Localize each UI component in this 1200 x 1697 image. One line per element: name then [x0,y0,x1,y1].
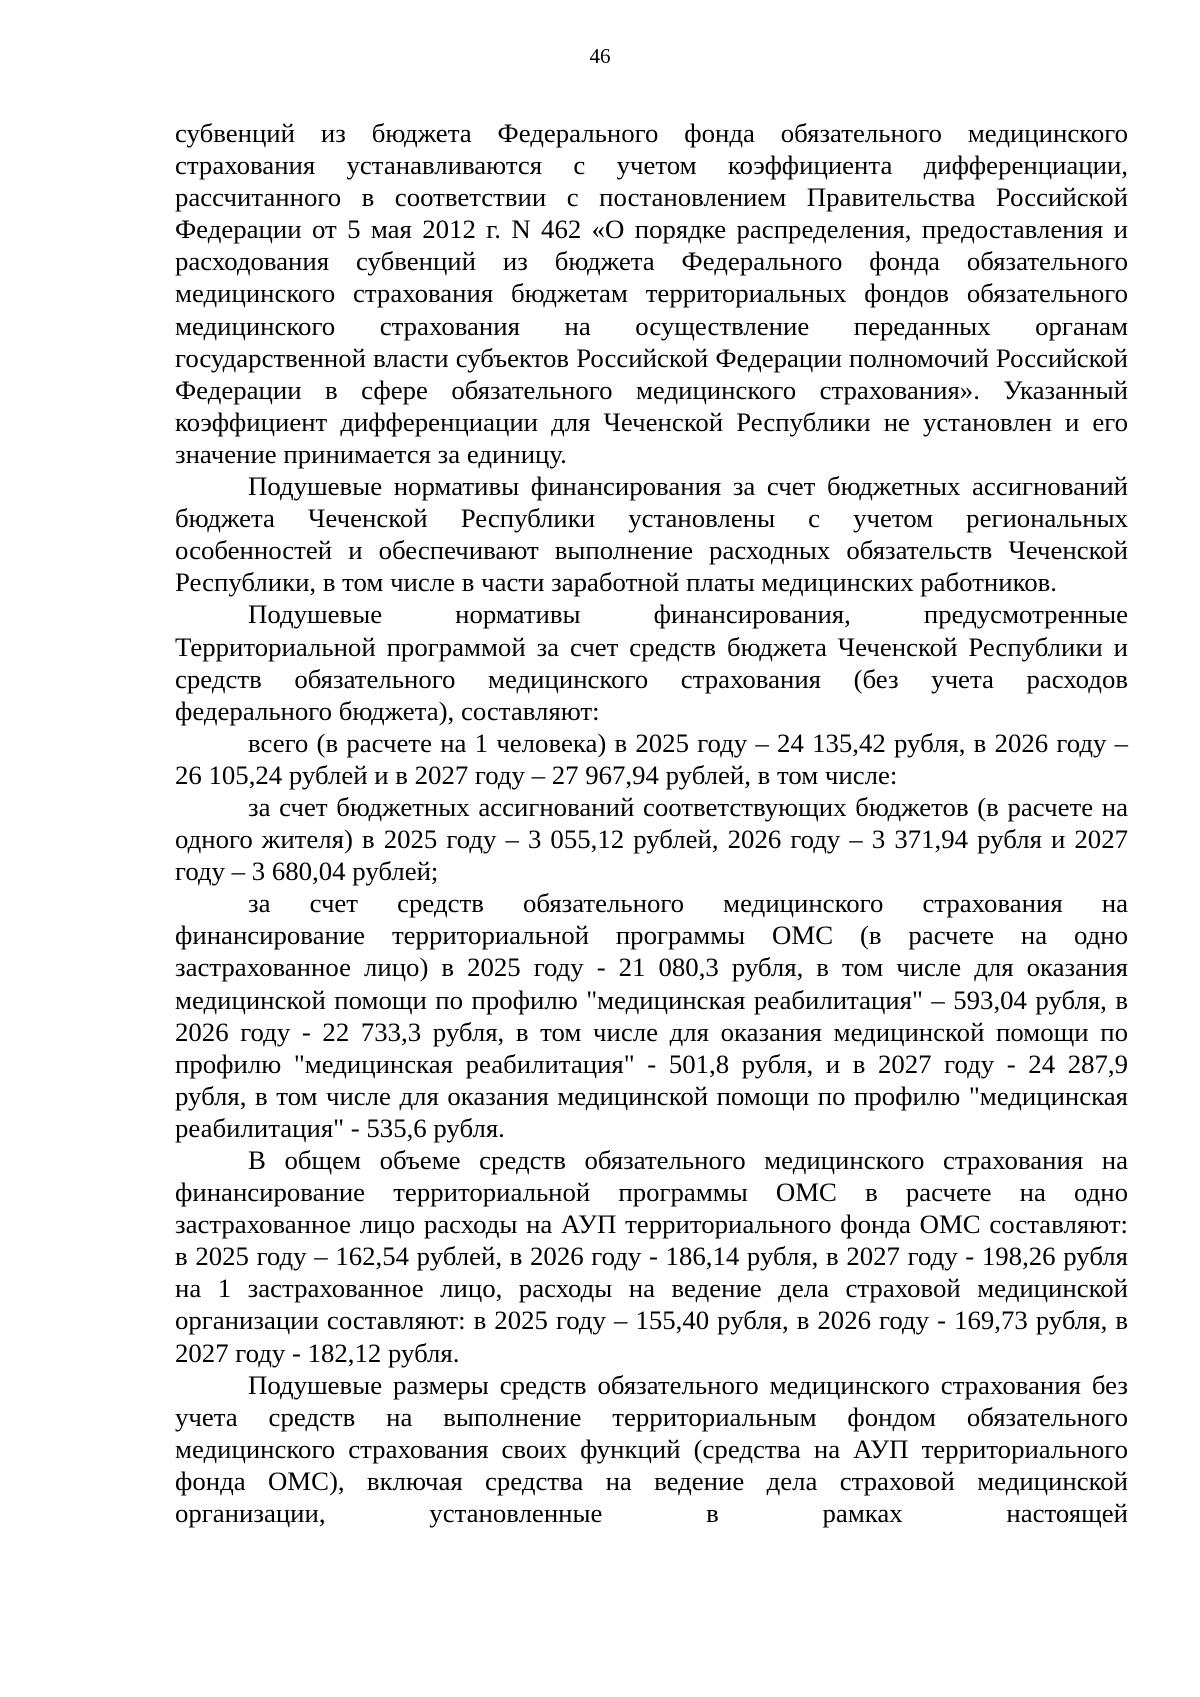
page-number: 46 [589,44,611,68]
paragraph-budget-allocations: за счет бюджетных ассигнований соответствующих бюджетов (в расчете на одного жителя) в 2025 году – 3 055,12 рублей, 2026 году – 3 371,94 рубля и 2027 году – 3 680,04 рублей; [175,791,1128,887]
paragraph-subventions-continuation: субвенций из бюджета Федерального фонда обязательного медицинского страхования устанавливаются с учетом коэффициента дифференциации, рассчитанного в соответствии с постановлением Правительства Российской Федерации от 5 мая 2012 г. N 462 «О порядке распределения, предоставления и расходования субвенций из бюджета Федерального фонда обязательного медицинского страхования бюджетам территориальных фондов обязательного медицинского страхования на осуществление переданных органам государственной власти субъектов Российской Федерации полномочий Российской Федерации в сфере обязательного медицинского страхования». Указанный коэффициент дифференциации для Чеченской Республики не установлен и его значение принимается за единицу. [175,118,1128,469]
paragraph-budget-norms: Подушевые нормативы финансирования за счет бюджетных ассигнований бюджета Чеченской Республики установлены с учетом региональных особенностей и обеспечивают выполнение расходных обязательств Чеченской Республики, в том числе в части заработной платы медицинских работников. [175,471,1128,598]
paragraph-total-per-person: всего (в расчете на 1 человека) в 2025 году – 24 135,42 рубля, в 2026 году – 26 105,24 рублей и в 2027 году – 27 967,94 рублей, в том числе: [175,727,1128,790]
paragraph-aup-expenses: В общем объеме средств обязательного медицинского страхования на финансирование территориальной программы ОМС в расчете на одно застрахованное лицо расходы на АУП территориального фонда ОМС составляют: в 2025 году – 162,54 рублей, в 2026 году - 186,14 рубля, в 2027 году - 198,26 рубля на 1 застрахованное лицо, расходы на ведение дела страховой медицинской организации составляют: в 2025 году – 155,40 рубля, в 2026 году - 169,73 рубля, в 2027 году - 182,12 рубля. [175,1145,1128,1368]
paragraph-per-capita-norms: Подушевые нормативы финансирования, предусмотренные Территориальной программой за счет средств бюджета Чеченской Республики и средств обязательного медицинского страхования (без учета расходов федерального бюджета), составляют: [175,599,1128,726]
document-body [175,117,1128,1529]
paragraph-oms-sizes: Подушевые размеры средств обязательного медицинского страхования без учета средств на выполнение территориальным фондом обязательного медицинского страхования своих функций (средства на АУП территориального фонда ОМС), включая средства на ведение дела страховой медицинской организации, установленные в рамках настоящей [175,1369,1128,1529]
paragraph-oms-financing: за счет средств обязательного медицинского страхования на финансирование территориальной программы ОМС (в расчете на одно застрахованное лицо) в 2025 году - 21 080,3 рубля, в том числе для оказания медицинской помощи по профилю "медицинская реабилитация" – 593,04 рубля, в 2026 году - 22 733,3 рубля, в том числе для оказания медицинской помощи по профилю "медицинская реабилитация" - 501,8 рубля, и в 2027 году - 24 287,9 рубля, в том числе для оказания медицинской помощи по профилю "медицинская реабилитация" - 535,6 рубля. [175,888,1128,1143]
